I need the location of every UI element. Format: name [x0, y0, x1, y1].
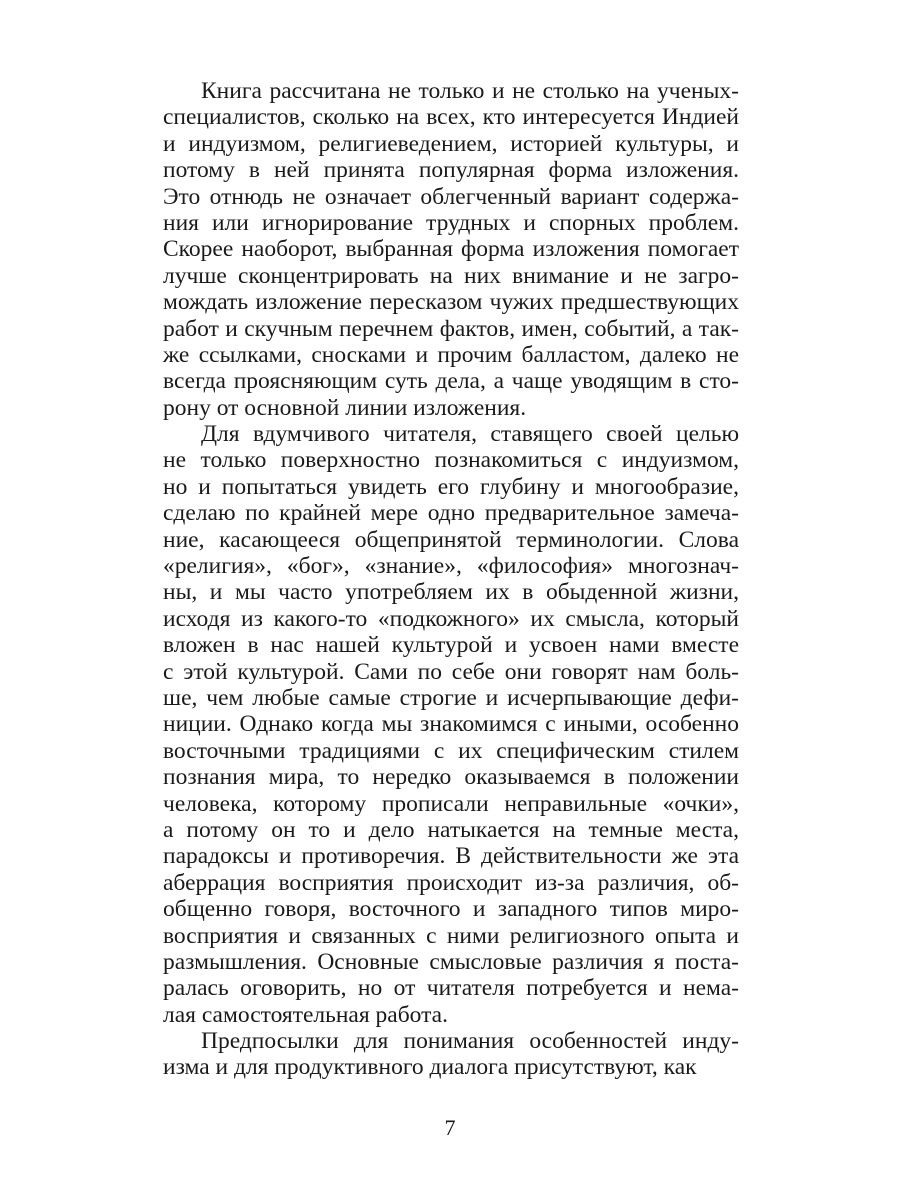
text-line: рону от основной линии изложения. [163, 394, 527, 421]
text-line: познания мира, то нередко оказываемся в положении [163, 764, 739, 791]
text-line: Книга рассчитана не только и не столько на ученых- [201, 78, 739, 104]
text-line: мождать изложение пересказом чужих предшествующих [163, 289, 739, 316]
paragraph [163, 78, 739, 421]
text-line: изма и для продуктивного диалога присутствуют, как [163, 1054, 697, 1081]
text-line: размышления. Основные смысловые различия я поста- [163, 948, 739, 975]
text-line: ше, чем любые самые строгие и исчерпывающие дефи- [163, 684, 739, 711]
text-line: исходя из какого-то «подкожного» их смысла, который [163, 605, 739, 632]
text-line: аберрация восприятия происходит из-за различия, об- [163, 869, 739, 896]
paragraph [163, 1028, 739, 1081]
text-line: лучше сконцентрировать на них внимание и не загро- [163, 262, 739, 289]
text-line: Для вдумчивого читателя, ставящего своей целью [201, 421, 739, 448]
text-line: потому в ней принята популярная форма изложения. [163, 157, 739, 184]
text-line: восприятия и связанных с ними религиозного опыта и [163, 922, 739, 949]
text-line: общенно говоря, восточного и западного типов миро- [163, 896, 739, 923]
text-line: не только поверхностно познакомиться с индуизмом, [163, 447, 739, 474]
text-line: ралась оговорить, но от читателя потребуется и нема- [163, 975, 739, 1002]
text-line: лая самостоятельная работа. [163, 1001, 448, 1028]
text-line: парадоксы и противоречия. В действительности же эта [163, 843, 739, 870]
text-line: человека, которому прописали неправильные «очки», [163, 790, 739, 817]
text-line: сделаю по крайней мере одно предварительное замеча- [163, 500, 739, 527]
text-line: ниции. Однако когда мы знакомимся с иными, особенно [163, 711, 739, 738]
text-line: ны, и мы часто употребляем их в обыденной жизни, [163, 579, 739, 606]
text-line: Скорее наоборот, выбранная форма изложения помогает [163, 236, 739, 263]
text-line: вложен в нас нашей культурой и усвоен нами вместе [163, 632, 739, 659]
text-line: ние, касающееся общепринятой терминологии. Слова [163, 526, 739, 553]
text-line: и индуизмом, религиеведением, историей культуры, и [163, 130, 739, 157]
text-line: всегда проясняющим суть дела, а чаще уводящим в сто- [163, 368, 739, 395]
text-line: специалистов, сколько на всех, кто интересуется Индией [163, 104, 739, 131]
text-line: с этой культурой. Сами по себе они говорят нам боль- [163, 658, 739, 685]
text-line: но и попытаться увидеть его глубину и многообразие, [163, 473, 739, 500]
page-number: 7 [444, 1115, 456, 1140]
text-line: восточными традициями с их специфическим стилем [163, 737, 739, 764]
text-line: Предпосылки для понимания особенностей инду- [201, 1028, 739, 1055]
text-line: а потому он то и дело натыкается на темные места, [163, 816, 739, 843]
text-line: работ и скучным перечнем фактов, имен, событий, а так- [163, 315, 739, 342]
book-page-text [163, 78, 739, 1081]
text-line: же ссылками, сносками и прочим балластом, далеко не [163, 341, 739, 368]
text-line: ния или игнорирование трудных и спорных проблем. [163, 209, 739, 236]
text-line: Это отнюдь не означает облегченный вариант содержа- [163, 183, 739, 210]
paragraph [163, 421, 739, 1028]
text-line: «религия», «бог», «знание», «философия» многознач- [163, 553, 739, 580]
